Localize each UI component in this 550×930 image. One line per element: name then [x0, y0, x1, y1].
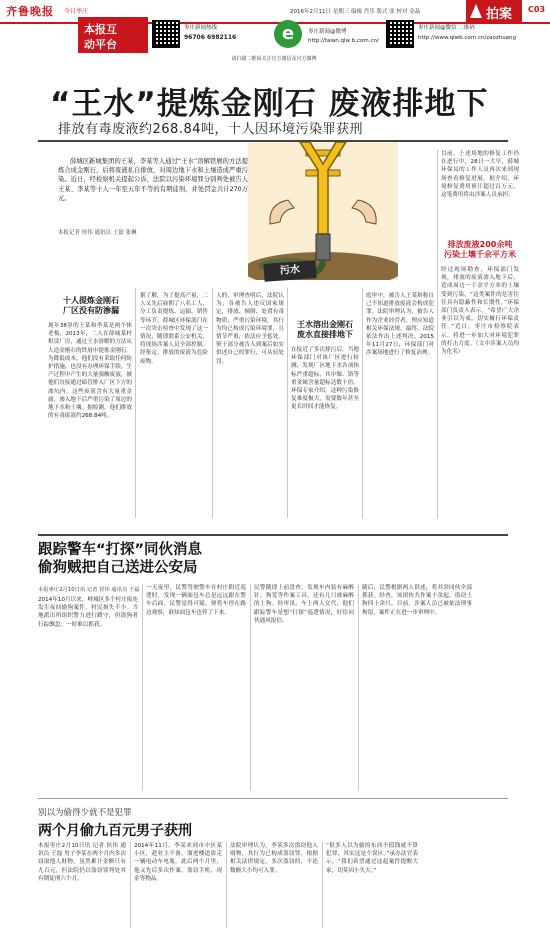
- weibo-line1: 枣庄新闻@微博: [308, 29, 347, 35]
- main-headline: “王水”提炼金刚石 废液排地下: [50, 86, 489, 122]
- main-subheadline: 排放有毒废液约268.84吨，十人因环境污染罪获刑: [58, 122, 363, 137]
- section-badge: [466, 0, 522, 22]
- section1-title: 十人提炼金刚石 厂区没有防渗漏: [63, 296, 119, 315]
- column-divider: [362, 288, 363, 518]
- story2-headline-line2: 偷狗贼把自己送进公安局: [38, 560, 198, 576]
- page-number: C03: [528, 5, 546, 14]
- column6-text: 目前，上述场地的修复工作仍在进行中，28日一大早，薛城环保局的工作人员再次来到现场查看修复进展。据介绍，环境修复费用预计超过百万元，这笔费用将由涉案人员承担。: [441, 151, 519, 199]
- newspaper-logo: 齐鲁晚报: [6, 5, 54, 18]
- column-divider: [226, 842, 227, 928]
- lead-paragraph: 薛城区新城集团的王某，李某等人通过“王水”溶解铁屑的方法提炼合成金刚石，后将废液私自排放，对周边地下水和土壤造成严重污染。近日，经检察机关提起公诉，法院以污染环境罪分别判处被告人王某、李某等十人一年至五年不等的有期徒刑，并处罚金共计270万元。: [58, 158, 248, 202]
- story3-kicker: 别以为偷得少就不是犯罪: [38, 808, 132, 818]
- column-divider: [130, 842, 131, 928]
- ad-title-line1: 本报互: [84, 23, 117, 36]
- sewage-sign: 污水: [263, 260, 316, 282]
- hotline-label: 枣庄新闻热线: [184, 25, 218, 31]
- gold-pipe-cartoon-icon: [248, 142, 398, 280]
- weixin-line2: http://www.qlwb.com.cn/zaozhuang: [418, 35, 517, 41]
- issue-date: 2016年2月11日 星期三 编辑 肖乐 版式 张 校对 金晶: [290, 9, 421, 15]
- story3-headline: 两个月偷九百元男子获刑: [38, 823, 192, 839]
- ad-caption: 请扫描二维码关注官方微信及官方微博: [231, 56, 317, 62]
- qr-code-icon: [386, 20, 414, 48]
- story2-headline-line1: 跟踪警车“打探”同伙消息: [38, 542, 203, 558]
- column2-text: 据了解，为了提高产量，二人又先后雇佣了八名工人，分工负责提炼、运输、销售等环节。薛城区环保部门在一次突击检查中发现了这一情况，随即联系公安机关，将现场涉案人员全部控制。经鉴定，排放的废液为危险废物。: [140, 293, 208, 365]
- column-divider: [437, 150, 438, 518]
- ad-title-line2: 动平台: [84, 38, 117, 51]
- story3-column2: 2014年11月，李某来到市中区某小区，趁业主不备，溜进楼道盗走一辆电动车电瓶。此后两个月里，他又先后多次作案，盗窃手机、现金等物品。: [134, 843, 222, 882]
- qr-code-icon: [152, 20, 180, 48]
- story2-column1: 2014年10月以来，峄城区多个村庄接连发生夜间偷狗案件，村民损失不小。当地派出所组织警力进行蹲守，但盗狗者行踪飘忽，一时难以抓获。: [38, 597, 138, 628]
- story2-column3: 民警随即上前盘查，发现车内装有麻醉针、狗笼等作案工具，还有几只被麻醉的土狗。经审讯，车上两人交代，他们跟踪警车是想“打探”巡逻情况，好给同伙通风报信。: [254, 585, 354, 624]
- column7-text: 经过现场勘查，环保部门发现，排放的废液渗入地下后，造成周边一千余平方米的土壤受到污染。“这类案件的危害往往具有隐蔽性和长期性，”环保部门负责人表示，“希望广大企业引以为戒，切实履行环保责任。”近日，枣庄市检察院表示，将进一步加大对环境犯罪的打击力度。（文中涉案人员均为化名）: [441, 267, 519, 356]
- column-divider: [142, 584, 143, 790]
- column4-text: 在接近了多次排污后，当地环保部门对该厂区进行检测，发现厂区地下水各项指标严重超标，其中镍、铬等重金属含量超标达数十倍。环保专家介绍，这种污染修复难度极大，需要数年甚至更长时间才能恢复。: [291, 347, 359, 411]
- story3-top-rule: [38, 798, 508, 799]
- story2-top-rule: [38, 534, 508, 536]
- section-name: 拍案: [486, 7, 513, 22]
- column-divider: [287, 288, 288, 518]
- ad-title-block: [78, 17, 148, 53]
- story2-column2: 一天夜里，民警驾驶警车在村庄附近巡逻时，发现一辆面包车总是远远跟在警车后面。民警觉得可疑，便将车停在路边观察，谁知面包车也停了下来。: [146, 585, 246, 616]
- story3-column4: “很多人以为偷的东西不值钱就不算犯罪，其实这是个误区。”承办法官表示，“我们希望通过这起案件提醒大家，切莫因小失大。”: [326, 843, 418, 874]
- cartoon-illustration: [248, 142, 398, 280]
- weixin-line1: 枣庄新闻@微信 二维码: [418, 25, 475, 31]
- story3-column3: 法院审理认为，李某多次盗窃他人财物，其行为已构成盗窃罪。根据相关法律规定，多次盗窃的，不论数额大小均可入罪。: [230, 843, 318, 874]
- column3-text: 人的，审理查明后，法院认为，各被告人违反国家规定，排放、倾倒、处置有毒物质，严重污染环境，其行为均已构成污染环境罪，且情节严重，依法应予惩处。鉴于部分被告人到案后如实供述自己的罪行，可从轻处罚。: [216, 293, 284, 365]
- weibo-line2: http://taian.qlw b.com.cn/: [308, 38, 379, 44]
- section3-title: 排放废液200余吨 污染土壤千余平方米: [444, 240, 516, 259]
- section1-text: 现年38岁的王某和李某是两个体老板，2013年，二人在薛城某村租赁厂房，通过王水溶解的方法从人造金刚石的铁屑中提炼金刚石。为降低成本，他们没有采取任何防护措施，也没有办理环保手续。生产过程中产生的大量强酸废液，被他们直接通过暗管排入厂区下方的渗坑内。这些废液含有大量重金属，渗入地下后严重污染了周边的地下水和土壤。据检测，他们排放的有毒废液约268.84吨。: [48, 323, 132, 420]
- column-divider: [322, 842, 323, 928]
- column-divider: [358, 584, 359, 790]
- column-divider: [135, 288, 136, 518]
- hotline-number: 96706 6982116: [184, 34, 237, 41]
- section2-title: 王水溶出金刚石 废水直接排地下: [297, 320, 353, 339]
- story2-column4: 随后，民警根据两人供述，将其余同伙全部抓获。经查，该团伙共作案十余起，盗窃土狗四十余只。目前，涉案人员已被依法刑事拘留，案件正在进一步审理中。: [362, 585, 472, 616]
- column-divider: [212, 288, 213, 518]
- weibo-e-icon: e: [274, 20, 302, 48]
- section-mark-icon: [470, 4, 482, 18]
- story3-column1: 本报枣庄2月10日讯 记者 侯伟 通讯员 王磊 男子李某在两个月内多次窃取他人财物，虽然累计金额只有九百元，但法院仍以盗窃罪判处其有期徒刑六个月。: [38, 843, 126, 882]
- edition-tag: 今日枣庄: [64, 8, 89, 15]
- story2-byline: 本报枣庄2月10日讯 记者 侯伟 通讯员 王磊: [38, 587, 140, 593]
- column-divider: [250, 584, 251, 790]
- column5-text: 庭审中，被告人王某辩称自己不知道排放废液会构成犯罪。法院审理认为，被告人作为企业经营者，理应知道相关环保法规。最终，法院依法作出上述判决。2015年11月27日，环保部门对涉案场地进行了修复治理。: [366, 293, 434, 357]
- main-byline: 本报记者 侯伟 通讯员 王磊 张琳: [58, 230, 137, 236]
